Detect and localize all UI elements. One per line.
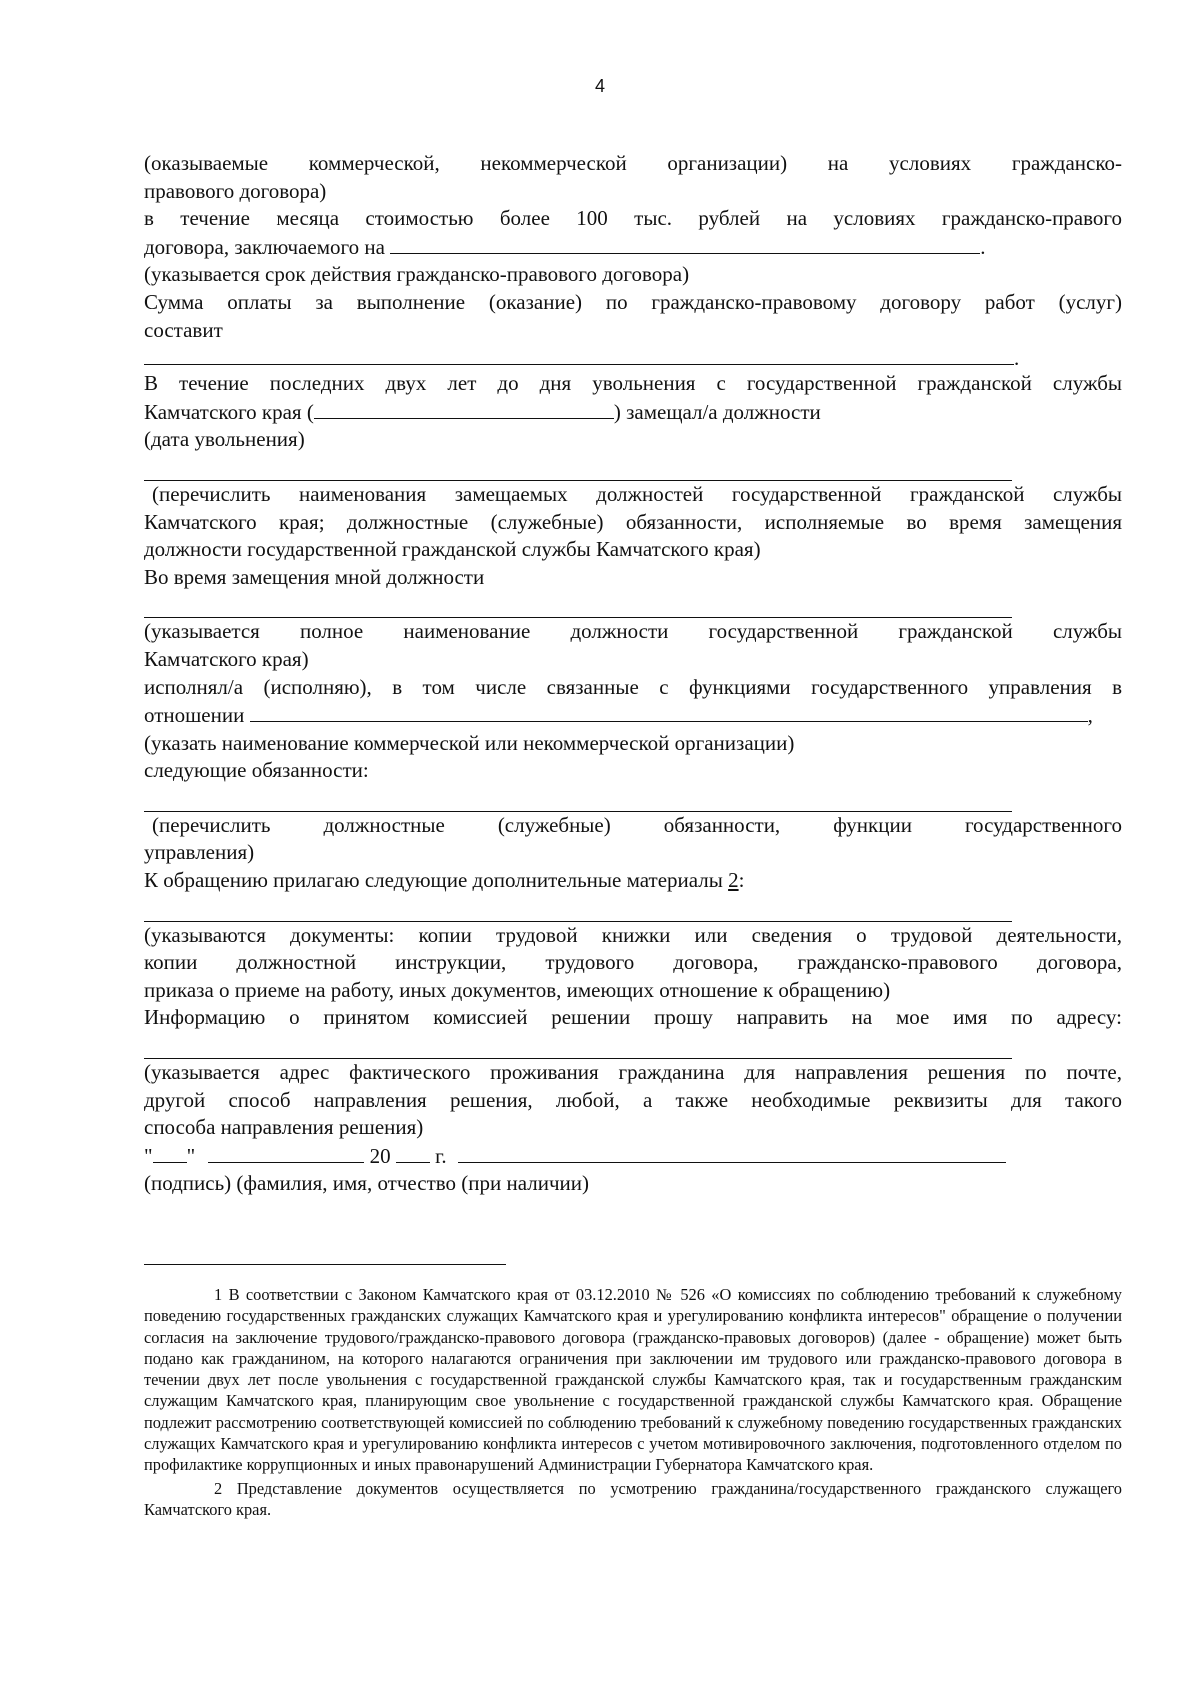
day-blank[interactable]	[153, 1142, 187, 1163]
contract-term-line	[144, 233, 1122, 262]
text-line: управления)	[144, 840, 255, 865]
contract-term-blank[interactable]	[390, 233, 980, 254]
text-line: в течение месяца стоимостью более 100 тыс. рублей на условиях гражданско-правого	[144, 206, 1122, 231]
text-line: (указываются документы: копии трудовой книжки или сведения о трудовой деятельности,	[144, 922, 1122, 947]
text-line: Во время замещения мной должности	[144, 564, 485, 589]
footnotes	[144, 1284, 1122, 1520]
text-fragment: ,	[1087, 703, 1093, 728]
organization-line	[144, 701, 1122, 730]
document-body	[144, 150, 1122, 1198]
duties-blank[interactable]	[144, 785, 1012, 812]
text-fragment: 20	[369, 1143, 391, 1168]
text-line: (дата увольнения)	[144, 427, 305, 452]
signature-blank[interactable]	[458, 1142, 1006, 1163]
text-fragment: К обращению прилагаю следующие дополнительные материалы	[144, 868, 723, 893]
attachments-blank[interactable]	[144, 895, 1012, 922]
text-line: другой способ направления решения, любой, а также необходимые реквизиты для такого	[144, 1087, 1122, 1112]
text-line: (подпись) (фамилия, имя, отчество (при наличии)	[144, 1171, 589, 1196]
text-line: (указать наименование коммерческой или некоммерческой организации)	[144, 730, 795, 755]
text-line: Камчатского края)	[144, 646, 309, 671]
text-line: (указывается адрес фактического проживания гражданина для направления решения по почте,	[144, 1060, 1122, 1085]
footnote-2: 2 Представление документов осуществляется по усмотрению гражданина/государственного гражданского служащего Камчатского края.	[144, 1478, 1122, 1519]
text-line: В течение последних двух лет до дня увольнения с государственной гражданской службы	[144, 371, 1122, 396]
footnote-separator	[144, 1264, 506, 1265]
text-line: способа направления решения)	[144, 1115, 424, 1140]
text-line: должности государственной гражданской службы Камчатского края)	[144, 537, 761, 562]
payment-amount-line	[144, 344, 1122, 370]
text-line: приказа о приеме на работу, иных документов, имеющих отношение к обращению)	[144, 977, 891, 1002]
text-line: Информацию о принятом комиссией решении прошу направить на мое имя по адресу:	[144, 1005, 1122, 1030]
text-fragment: .	[1014, 346, 1020, 371]
text-line: (указывается полное наименование должности государственной гражданской службы	[144, 619, 1122, 644]
address-blank[interactable]	[144, 1032, 1012, 1059]
footnote-1: 1 В соответствии с Законом Камчатского края от 03.12.2010 № 526 «О комиссиях по соблюдению требований к служебному поведению государственных гражданских служащих Камчатского края и урегулированию конфликта интересов" обращение о получении согласия на заключение трудового/гражданско-правового договора (гражданско-правовых договоров) (далее - обращение) может быть подано как гражданином, на которого налагаются ограничения при заключении им трудового или гражданско-правового договора в течении двух лет после увольнения с государственной гражданской службы Камчатского края, так и государственным гражданским служащим Камчатского края, планирующим свое увольнение с государственной гражданской службы Камчатского края. Обращение подлежит рассмотрению соответствующей комиссией по соблюдению требований к служебному поведению государственных гражданских служащих Камчатского края и урегулированию конфликта интересов с учетом мотивировочного заключения, подготовленного отделом по профилактике коррупционных и иных правонарушений Администрации Губернатора Камчатского края.	[144, 1285, 1122, 1475]
text-fragment: г.	[435, 1143, 447, 1168]
text-line: (указывается срок действия гражданско-правового договора)	[144, 262, 690, 287]
text-line: копии должностной инструкции, трудового договора, гражданско-правового договора,	[144, 950, 1122, 975]
payment-amount-blank[interactable]	[144, 344, 1014, 365]
text-line: (перечислить должностные (служебные) обязанности, функции государственного	[152, 812, 1122, 837]
page-number: 4	[594, 76, 605, 96]
dismissal-date-blank[interactable]	[314, 398, 614, 419]
text-line: составит	[144, 317, 223, 342]
text-fragment: Камчатского края (	[144, 399, 314, 424]
text-fragment: "	[186, 1143, 196, 1168]
date-signature-line	[144, 1142, 1122, 1171]
organization-blank[interactable]	[250, 701, 1088, 722]
text-line: Сумма оплаты за выполнение (оказание) по гражданско-правовому договору работ (услуг)	[144, 289, 1122, 314]
footnote-ref-2[interactable]: 2	[728, 868, 739, 893]
text-fragment: договора, заключаемого на	[144, 234, 385, 259]
text-line: правового договора)	[144, 178, 327, 203]
text-fragment: "	[144, 1143, 153, 1168]
text-line: (перечислить наименования замещаемых должностей государственной гражданской службы	[152, 481, 1122, 506]
month-blank[interactable]	[208, 1142, 364, 1163]
text-fragment: .	[980, 234, 986, 259]
positions-blank[interactable]	[144, 454, 1012, 481]
text-fragment: ) замещал/а должности	[613, 399, 821, 424]
text-line: Камчатского края; должностные (служебные) обязанности, исполняемые во время замещения	[144, 509, 1122, 534]
text-line: следующие обязанности:	[144, 758, 369, 783]
text-fragment: отношении	[144, 703, 245, 728]
year-blank[interactable]	[396, 1142, 430, 1163]
position-name-blank[interactable]	[144, 591, 1012, 618]
text-fragment: :	[738, 868, 745, 893]
attachments-line	[144, 867, 1122, 895]
text-line: (оказываемые коммерческой, некоммерческой организации) на условиях гражданско-	[144, 151, 1122, 175]
text-line: исполнял/а (исполняю), в том числе связанные с функциями государственного управления в	[144, 674, 1122, 699]
dismissal-date-line	[144, 398, 1122, 427]
